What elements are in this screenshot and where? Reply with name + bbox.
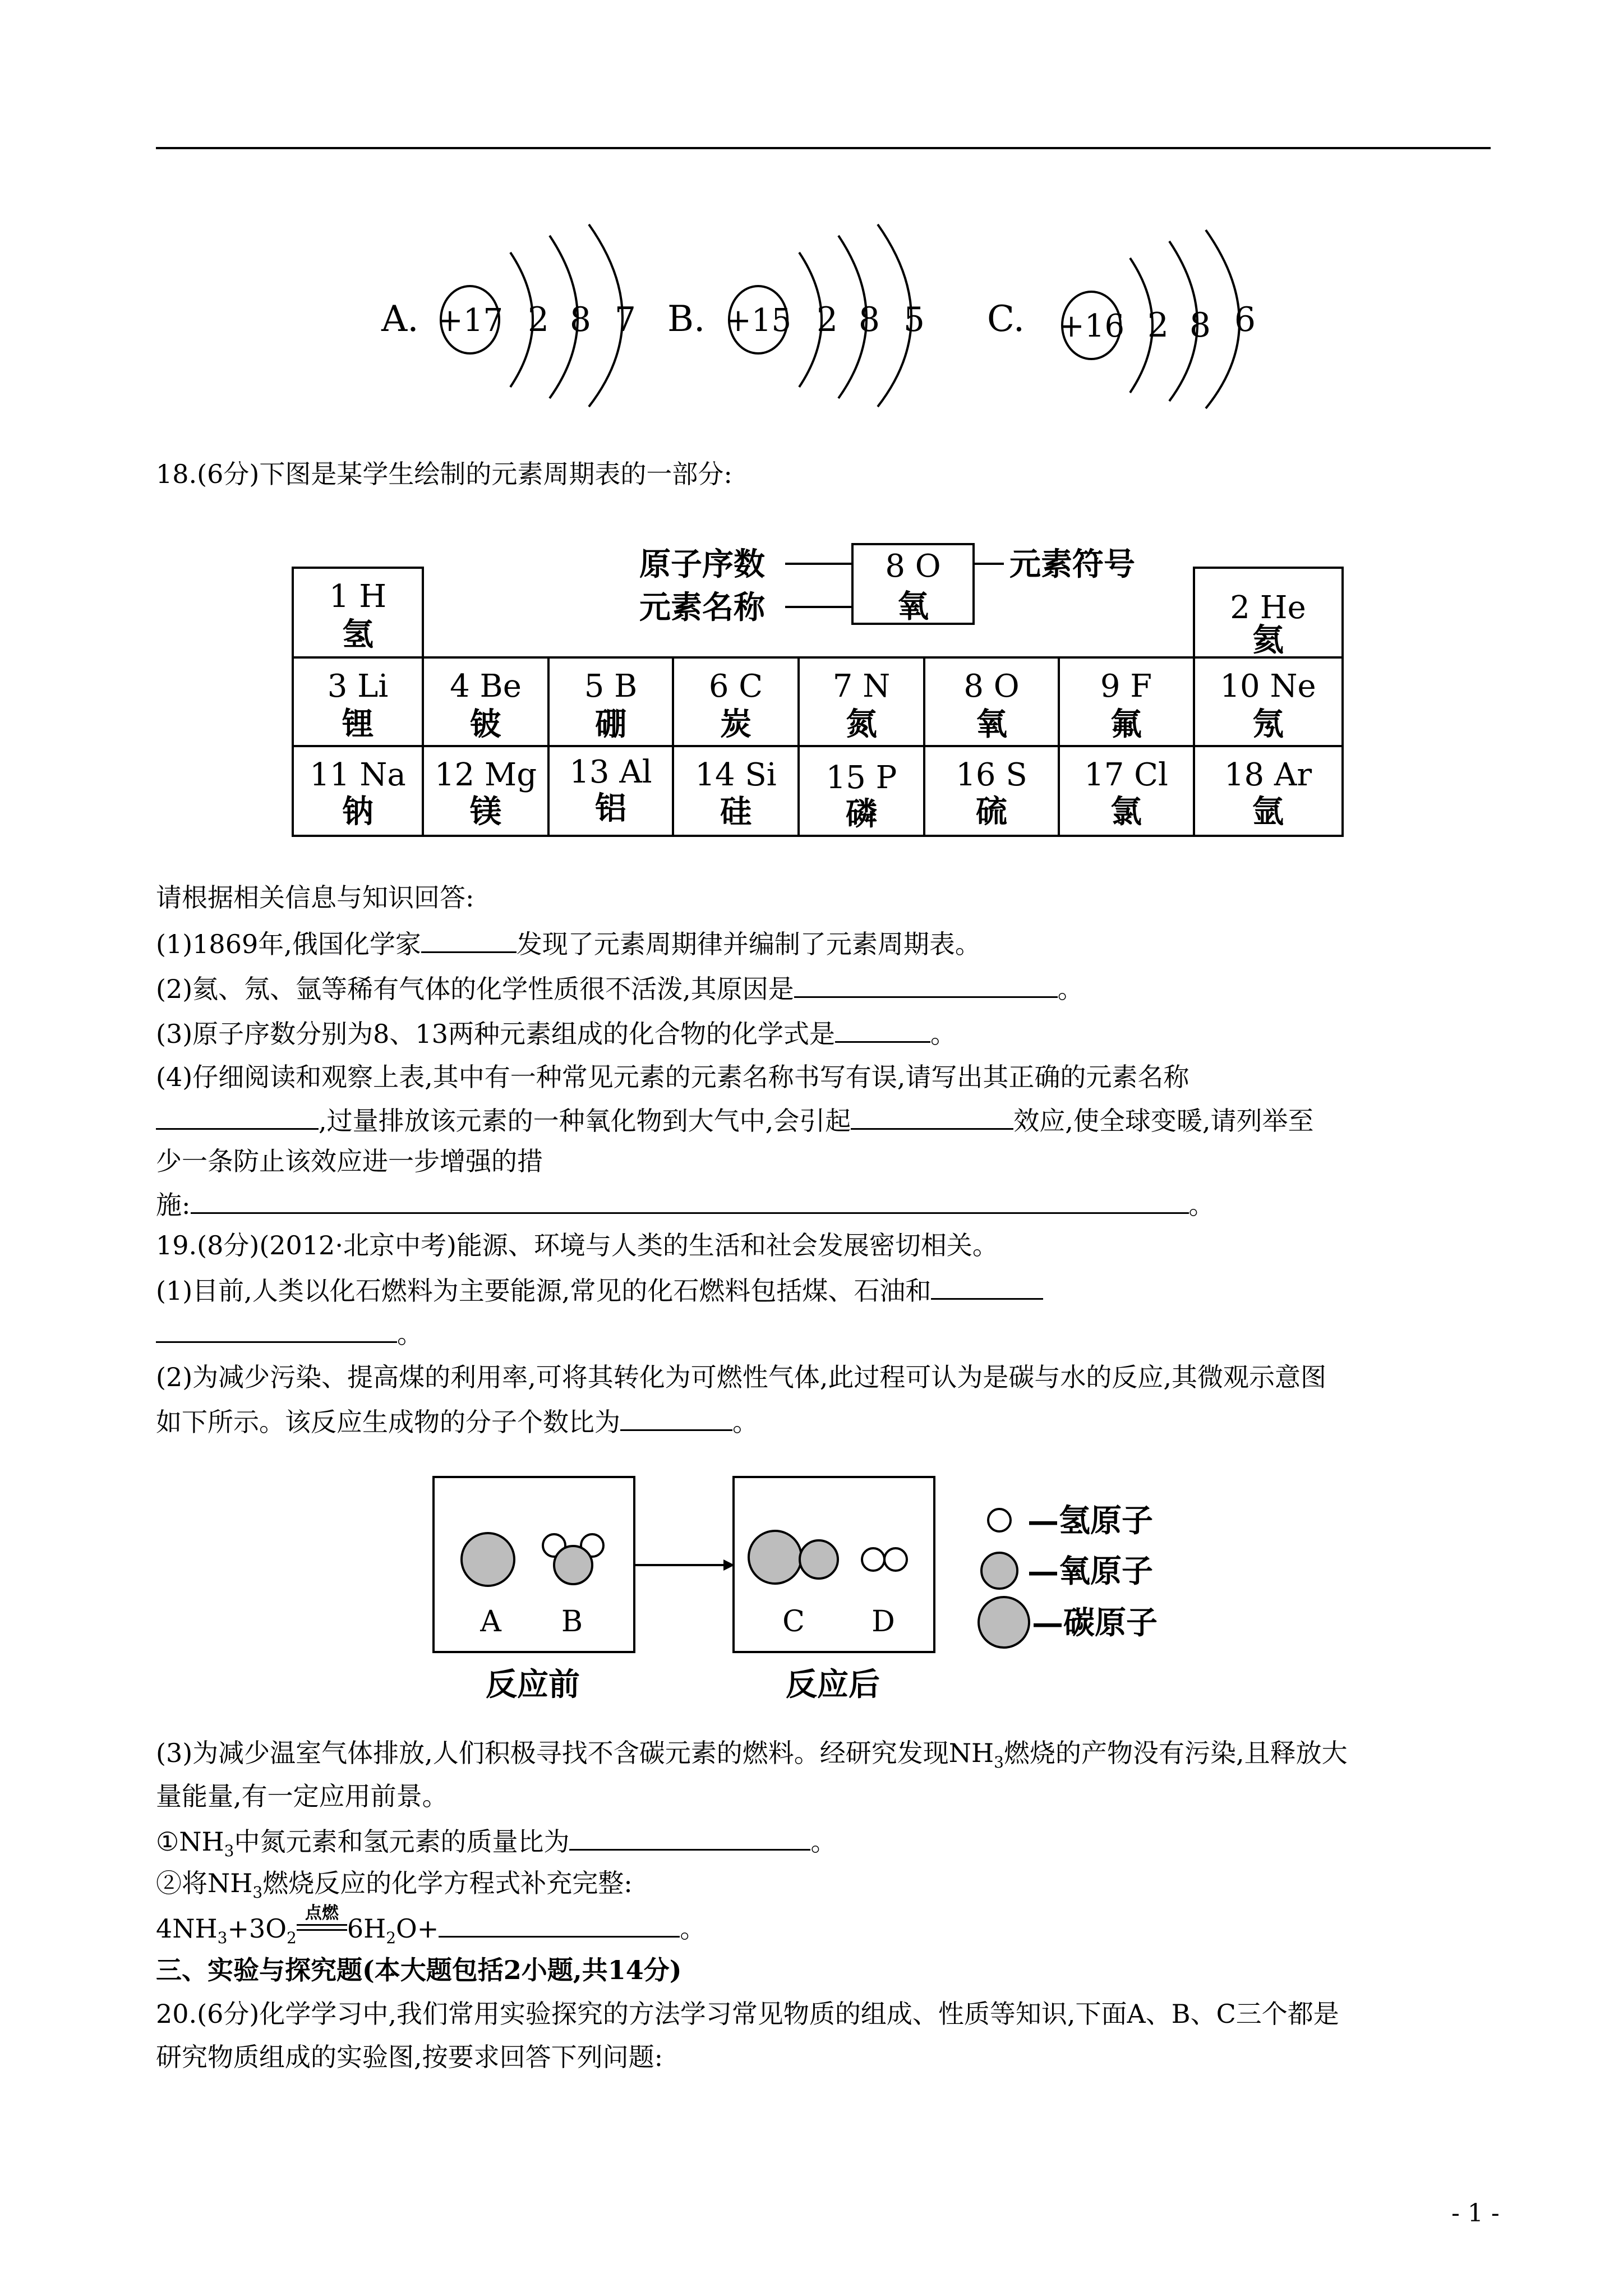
q18-part2-a: (2)氦、氖、氩等稀有气体的化学性质很不活泼,其原因是 — [156, 974, 794, 1004]
label-a: A — [480, 1605, 501, 1639]
q19-part2-c: 。 — [732, 1407, 758, 1437]
q18-part4-c: 效应,使全球变暖,请列举至 — [1013, 1106, 1314, 1136]
q19-part3-sub: 3 — [994, 1753, 1004, 1772]
q18-part4-line3: 少一条防止该效应进一步增强的措 — [156, 1146, 543, 1176]
atom-b — [667, 224, 925, 407]
q19-equation — [156, 1903, 706, 1955]
eq-left: 4NH — [156, 1913, 218, 1944]
q19-part1-blank[interactable] — [931, 1272, 1043, 1300]
q18-part3-blank[interactable] — [835, 1015, 930, 1043]
q19-part2-b: 如下所示。该反应生成物的分子个数比为 — [156, 1407, 620, 1437]
legend-hydrogen: —氢原子 — [1027, 1502, 1153, 1539]
q18-part4-blank1[interactable] — [156, 1102, 319, 1130]
q18-part3-b: 。 — [930, 1019, 956, 1049]
header-rule — [156, 147, 1491, 149]
atom-c-shell-2: 8 — [1189, 306, 1211, 345]
cell-15-top: 15 P — [826, 760, 897, 796]
q19-part3-b: 燃烧的产物没有污染,且释放大 — [1003, 1738, 1348, 1768]
q20-line2: 研究物质组成的实验图,按要求回答下列问题: — [156, 2042, 663, 2072]
atom-c — [987, 230, 1256, 408]
legend-num-label: 原子序数 — [639, 546, 765, 583]
cell-13-top: 13 Al — [569, 754, 652, 790]
atom-a-shell-3: 7 — [614, 300, 637, 339]
cell-4-bottom: 铍 — [470, 706, 501, 743]
cell-9-bottom: 氟 — [1110, 706, 1142, 743]
eq-tail: O+ — [396, 1913, 439, 1944]
cell-2-bottom: 氦 — [1252, 622, 1284, 659]
cell-12-bottom: 镁 — [470, 794, 501, 830]
q19-c2-b: 燃烧反应的化学方程式补充完整: — [262, 1868, 633, 1898]
atom-a — [381, 224, 636, 407]
q19-c1-a: ①NH — [156, 1826, 224, 1857]
legend-oxygen: —氧原子 — [1027, 1553, 1153, 1590]
cell-12-top: 12 Mg — [434, 757, 537, 793]
cell-8-bottom: 氧 — [976, 706, 1007, 743]
q20-line1: 20.(6分)化学学习中,我们常用实验探究的方法学习常见物质的组成、性质等知识,下面A、B、C三个都是 — [156, 1999, 1339, 2029]
cell-5-bottom: 硼 — [595, 706, 626, 743]
periodic-table-legend — [617, 539, 1234, 639]
q18-part1-a: (1)1869年,俄国化学家 — [156, 929, 421, 959]
cell-7-bottom: 氮 — [846, 706, 877, 743]
q19-part1-b: 。 — [397, 1319, 423, 1349]
eq-end: 。 — [680, 1913, 706, 1944]
cell-15-bottom: 磷 — [846, 796, 877, 832]
q19-part1-line1 — [156, 1272, 1043, 1308]
cell-4-top: 4 Be — [450, 668, 522, 705]
q19-part1-a: (1)目前,人类以化石燃料为主要能源,常见的化石燃料包括煤、石油和 — [156, 1276, 932, 1306]
cell-11-bottom: 钠 — [342, 794, 374, 830]
reaction-diagram — [432, 1475, 1228, 1711]
q19-c1-sub: 3 — [224, 1842, 234, 1861]
label-d: D — [872, 1605, 895, 1639]
q19-part3-a: (3)为减少温室气体排放,人们积极寻找不含碳元素的燃料。经研究发现NH — [156, 1738, 994, 1768]
atom-c-letter: C. — [987, 298, 1025, 340]
q18-part2-b: 。 — [1057, 974, 1083, 1004]
q18-part2-blank[interactable] — [794, 970, 1058, 998]
atom-b-shell-1: 2 — [816, 300, 838, 339]
cell-18-top: 18 Ar — [1224, 757, 1312, 793]
cell-16-top: 16 S — [956, 757, 1027, 793]
cell-1-bottom: 氢 — [342, 616, 374, 653]
cell-16-bottom: 硫 — [976, 794, 1007, 830]
q18-part4-line2 — [156, 1102, 1314, 1138]
q18-intro: 请根据相关信息与知识回答: — [156, 882, 474, 913]
legend-carbon: —碳原子 — [1032, 1604, 1158, 1641]
q19-part3-line1 — [156, 1736, 1348, 1779]
cell-18-bottom: 氩 — [1252, 794, 1284, 830]
cell-6-top: 6 C — [708, 668, 763, 705]
cell-14-bottom: 硅 — [720, 794, 751, 830]
atom-b-shell-3: 5 — [903, 300, 925, 339]
q19-c1-c: 。 — [810, 1826, 837, 1857]
q18-part1-b: 发现了元素周期律并编制了元素周期表。 — [516, 929, 981, 959]
atom-c-nucleus: +16 — [1058, 308, 1125, 344]
cell-10-bottom: 氖 — [1252, 706, 1284, 743]
q19-c1-blank[interactable] — [569, 1823, 810, 1851]
legend-sym-label: 元素符号 — [1009, 546, 1135, 583]
q18-title: 18.(6分)下图是某学生绘制的元素周期表的一部分: — [156, 459, 732, 489]
q19-part1-line2 — [156, 1315, 423, 1351]
cell-1-top: 1 H — [329, 578, 387, 615]
cell-5-top: 5 B — [584, 668, 638, 705]
eq-sub2: 2 — [287, 1929, 297, 1948]
section-3-heading: 三、实验与探究题(本大题包括2小题,共14分) — [156, 1955, 682, 1985]
q19-part3-c2 — [156, 1866, 633, 1910]
eq-condition: 点燃 — [305, 1903, 339, 1923]
q18-part4-line1: (4)仔细阅读和观察上表,其中有一种常见元素的元素名称书写有误,请写出其正确的元素名称 — [156, 1062, 1189, 1092]
cell-7-top: 7 N — [832, 668, 891, 705]
cell-3-bottom: 锂 — [342, 706, 374, 743]
eq-mid: +3O — [227, 1913, 287, 1944]
q19-part3-line2: 量能量,有一定应用前景。 — [156, 1781, 448, 1811]
cell-2-top: 2 He — [1230, 590, 1306, 626]
q19-c1-b: 中氮元素和氢元素的质量比为 — [234, 1826, 570, 1857]
q19-title: 19.(8分)(2012·北京中考)能源、环境与人类的生活和社会发展密切相关。 — [156, 1230, 998, 1260]
atom-b-letter: B. — [667, 298, 706, 340]
q19-part2-line1: (2)为减少污染、提高煤的利用率,可将其转化为可燃性气体,此过程可认为是碳与水的反应,其微观示意图 — [156, 1362, 1327, 1392]
q18-part4-blank2[interactable] — [851, 1102, 1013, 1130]
eq-sub3: 2 — [386, 1929, 396, 1948]
before-label: 反应前 — [486, 1666, 580, 1703]
q18-part4-line4 — [156, 1186, 1215, 1222]
cell-8-top: 8 O — [963, 668, 1020, 705]
q18-part4-blank3[interactable] — [191, 1186, 1189, 1214]
atom-a-nucleus: +17 — [436, 302, 504, 339]
q19-part3-c1 — [156, 1823, 836, 1868]
eq-blank[interactable] — [439, 1910, 680, 1938]
q19-part2-line2 — [156, 1404, 758, 1439]
eq-right: 6H — [347, 1913, 386, 1944]
q18-part1 — [156, 926, 981, 961]
q18-part1-blank[interactable] — [421, 926, 517, 953]
q19-c2-sub: 3 — [252, 1883, 263, 1902]
page-number: - 1 - — [1451, 2199, 1500, 2228]
q18-part4-f: 。 — [1188, 1190, 1215, 1220]
eq-arrow — [297, 1903, 347, 1938]
eq-sub1: 3 — [217, 1929, 228, 1948]
q18-part2 — [156, 970, 1083, 1006]
cell-14-top: 14 Si — [695, 757, 777, 793]
atom-structure-diagrams — [370, 219, 1279, 409]
legend-sample-bottom: 氧 — [897, 588, 929, 625]
atom-c-shell-1: 2 — [1147, 306, 1169, 345]
q19-part1-blank2[interactable] — [156, 1315, 397, 1343]
atom-b-shell-2: 8 — [858, 300, 880, 339]
q19-c2-a: ②将NH — [156, 1868, 253, 1898]
cell-9-top: 9 F — [1100, 668, 1152, 705]
cell-6-bottom: 炭 — [720, 706, 751, 743]
cell-17-bottom: 氯 — [1110, 794, 1142, 830]
atom-a-shell-1: 2 — [527, 300, 550, 339]
q18-part3-a: (3)原子序数分别为8、13两种元素组成的化合物的化学式是 — [156, 1019, 835, 1049]
legend-sample-top: 8 O — [885, 548, 941, 585]
after-label: 反应后 — [786, 1666, 880, 1703]
q18-part3 — [156, 1015, 956, 1051]
atom-c-shell-3: 6 — [1234, 300, 1256, 339]
atom-b-nucleus: +15 — [725, 302, 792, 339]
atom-a-letter: A. — [381, 298, 419, 340]
q18-part4-b: ,过量排放该元素的一种氧化物到大气中,会引起 — [319, 1106, 851, 1136]
legend-name-label: 元素名称 — [639, 589, 765, 626]
q18-part4-e: 施: — [156, 1190, 191, 1220]
q19-part2-blank[interactable] — [620, 1404, 732, 1431]
cell-3-top: 3 Li — [327, 668, 389, 705]
cell-10-top: 10 Ne — [1220, 668, 1316, 705]
label-c: C — [782, 1605, 805, 1639]
atom-a-shell-2: 8 — [569, 300, 592, 339]
cell-17-top: 17 Cl — [1084, 757, 1168, 793]
cell-11-top: 11 Na — [310, 757, 406, 793]
label-b: B — [561, 1605, 583, 1639]
cell-13-bottom: 铝 — [595, 790, 626, 827]
